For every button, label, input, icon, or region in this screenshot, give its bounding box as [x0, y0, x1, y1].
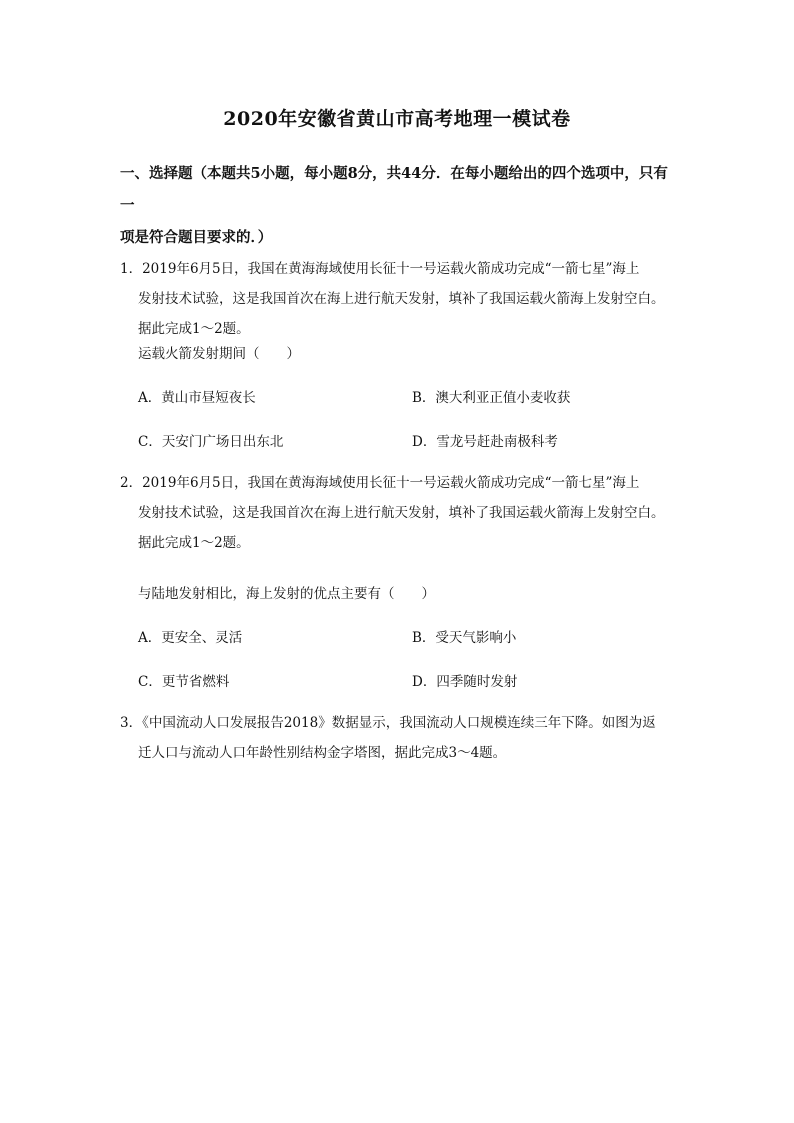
page-title: 2020年安徽省黄山市高考地理一模试卷 [223, 108, 571, 130]
question-2-line-3: 据此完成1～2题。 [138, 535, 250, 551]
question-2-option-a[interactable] [138, 626, 242, 646]
option-text: 更安全、灵活 [161, 630, 243, 646]
question-stem-text: 《中国流动人口发展报告2018》数据显示，我国流动人口规模连续三年下降。如图为返 [142, 715, 656, 731]
option-label: B． [412, 630, 436, 646]
question-2-option-c[interactable] [138, 670, 229, 690]
question-3-line-1 [120, 708, 685, 738]
question-number: 1． [120, 261, 143, 277]
question-stem-text: 2019年6月5日，我国在黄海海域使用长征十一号运载火箭成功完成“一箭七星”海上 [142, 475, 640, 491]
option-text: 雪龙号赶赴南极科考 [436, 434, 558, 450]
question-3-line-2: 迁人口与流动人口年龄性别结构金字塔图，据此完成3～4题。 [138, 745, 507, 761]
option-text: 四季随时发射 [436, 674, 518, 690]
question-2-line-2: 发射技术试验，这是我国首次在海上进行航天发射，填补了我国运载火箭海上发射空白。 [138, 505, 665, 521]
question-1 [120, 254, 685, 344]
question-number: 2． [120, 475, 143, 491]
question-2-prompt: 与陆地发射相比，海上发射的优点主要有（ ） [138, 586, 435, 602]
question-1-option-c[interactable] [138, 430, 283, 450]
question-1-line-1 [120, 254, 685, 284]
question-1-option-a[interactable] [138, 386, 256, 406]
question-number: 3． [120, 715, 143, 731]
option-label: C． [138, 434, 162, 450]
section-header-line-1: 一、选择题（本题共5小题，每小题8分，共44分．在每小题给出的四个选项中，只有一 [120, 165, 668, 214]
option-label: A． [138, 390, 162, 406]
question-1-option-d[interactable] [412, 430, 558, 450]
option-label: D． [412, 434, 437, 450]
question-1-line-2: 发射技术试验，这是我国首次在海上进行航天发射，填补了我国运载火箭海上发射空白。 [138, 291, 665, 307]
question-1-option-b[interactable] [412, 386, 570, 406]
section-header-line-2: 项是符合题目要求的．） [120, 229, 273, 246]
question-3 [120, 708, 685, 768]
option-text: 天安门广场日出东北 [161, 434, 284, 450]
question-2-option-b[interactable] [412, 626, 516, 646]
question-1-line-3: 据此完成1～2题。 [138, 321, 250, 337]
question-stem-text: 2019年6月5日，我国在黄海海域使用长征十一号运载火箭成功完成“一箭七星”海上 [142, 261, 640, 277]
question-2-option-d[interactable] [412, 670, 517, 690]
option-text: 受天气影响小 [435, 630, 517, 646]
option-label: B． [412, 390, 436, 406]
section-header [120, 158, 680, 254]
option-label: D． [412, 674, 437, 690]
question-1-prompt: 运载火箭发射期间（ ） [138, 346, 300, 362]
option-text: 黄山市昼短夜长 [161, 390, 256, 406]
option-text: 更节省燃料 [161, 674, 230, 690]
question-2 [120, 468, 685, 558]
question-2-line-1 [120, 468, 685, 498]
option-label: C． [138, 674, 162, 690]
option-text: 澳大利亚正值小麦收获 [435, 390, 571, 406]
option-label: A． [138, 630, 162, 646]
